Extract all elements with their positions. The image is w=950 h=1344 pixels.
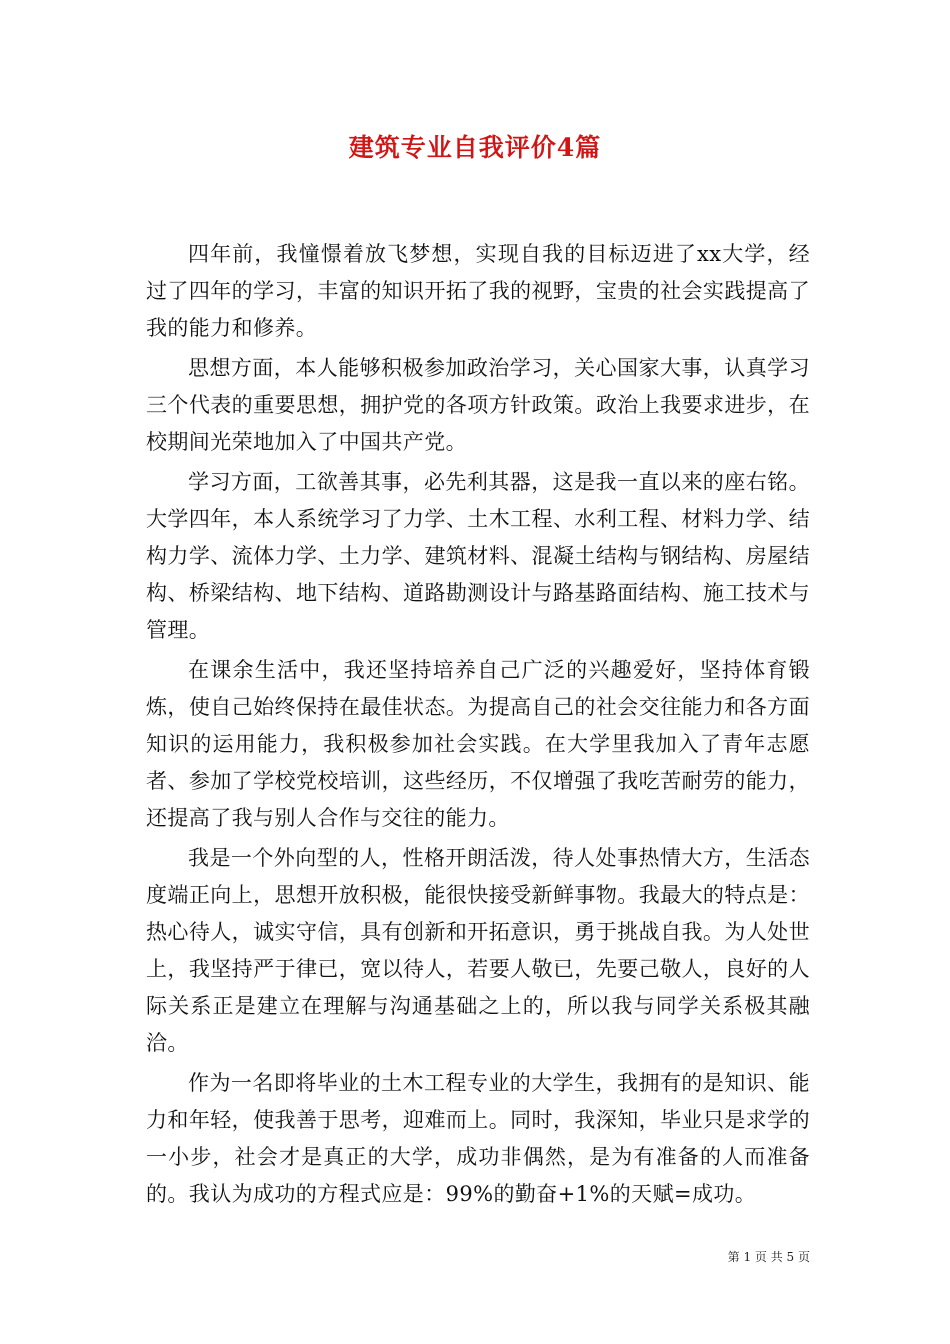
paragraph-study: 学习方面，工欲善其事，必先利其器，这是我一直以来的座右铭。大学四年，本人系统学习了力学、土木工程、水利工程、材料力学、结构力学、流体力学、土力学、建筑材料、混凝土结构与钢结构、房屋结构、桥梁结构、地下结构、道路勘测设计与路基路面结构、施工技术与管理。 [146, 470, 810, 642]
paragraph-intro: 四年前，我憧憬着放飞梦想，实现自我的目标迈进了xx大学，经过了四年的学习，丰富的知识开拓了我的视野，宝贵的社会实践提高了我的能力和修养。 [146, 242, 810, 340]
paragraph-conclusion: 作为一名即将毕业的土木工程专业的大学生，我拥有的是知识、能力和年轻，使我善于思考，迎难而上。同时，我深知，毕业只是求学的一小步，社会才是真正的大学，成功非偶然，是为有准备的人而准备的。我认为成功的方程式应是：99%的勤奋+1%的天赋=成功。 [146, 1071, 810, 1206]
paragraph-personality: 我是一个外向型的人，性格开朗活泼，待人处事热情大方，生活态度端正向上，思想开放积极，能很快接受新鲜事物。我最大的特点是：热心待人，诚实守信，具有创新和开拓意识，勇于挑战自我。为人处世上，我坚持严于律已，宽以待人，若要人敬已，先要己敬人，良好的人际关系正是建立在理解与沟通基础之上的，所以我与同学关系极其融洽。 [146, 846, 810, 1055]
paragraph-extracurricular: 在课余生活中，我还坚持培养自己广泛的兴趣爱好，坚持体育锻炼，使自己始终保持在最佳状态。为提高自己的社会交往能力和各方面知识的运用能力，我积极参加社会实践。在大学里我加入了青年志愿者、参加了学校党校培训，这些经历，不仅增强了我吃苦耐劳的能力，还提高了我与别人合作与交往的能力。 [146, 658, 810, 830]
page-number-footer: 第 1 页 共 5 页 [727, 1250, 810, 1264]
paragraph-ideology: 思想方面，本人能够积极参加政治学习，关心国家大事，认真学习三个代表的重要思想，拥护党的各项方针政策。政治上我要求进步，在校期间光荣地加入了中国共产党。 [146, 356, 810, 454]
document-body [146, 236, 810, 1216]
page-title: 建筑专业自我评价4篇 [348, 133, 602, 162]
